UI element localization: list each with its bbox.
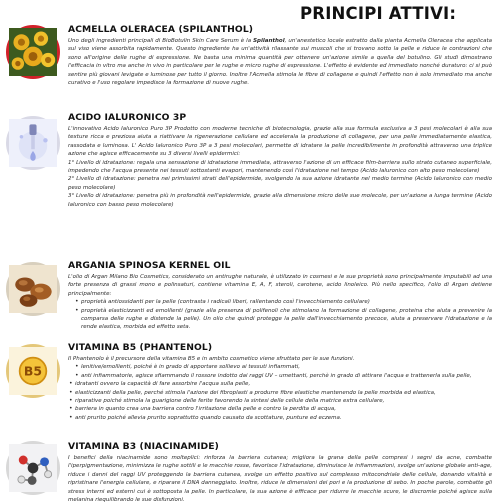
argan-benefits-list xyxy=(68,298,492,332)
acido-ialuronico-title: ACIDO IALURONICO 3P xyxy=(68,112,187,123)
vitamina-b3-description: I benefici della niacinamide sono molteplici: rinforza la barriera cutanea; migliora la grana della pelle compresi i segni da acne, combatte l'iperpigmentazione, minimizza le rughe sottili e le macchie rosse, favorisce l'idratazione, diminuisce le infiammazioni, svolge un'azione globale anti-age, riduce i danni del raggi UV proteggendo la barriera cutanea, svolge un effetto positivo sul complesso mitocondriale delle cellule, donando vitalità e ripristinare l'energia cellulare, e riparare il DNA danneggiato. Inoltre, riduce le dimensioni dei pori e la produzione di sebo. In poche parole, combatte gli stress interni ed esterni cui è sottoposta la pelle. In particolare, la sua azione è efficace per ridurre le macchie scure, le discromie poiché agisce sulla melanina riequilibrando le sue disfunzioni. xyxy=(68,455,492,504)
spilanthol-highlight: Spilanthol xyxy=(253,38,285,44)
list-item: • idratanti ovvero la capacità di fare assorbire l'acqua sulla pelle, xyxy=(68,380,492,388)
list-item: • proprietà antiossidanti per la pelle (contrasta i radicali liberi, rallentando così l'invecchiamento cellulare) xyxy=(68,298,492,306)
list-item: • anti prurito poiché allevia prurito soprattutto quando causato da scottature, punture ed eczema. xyxy=(68,414,492,422)
hydration-level-2: 2° Livello di idratazione: penetra nei primissimi strati dell'epidermide, svolgendo la sua azione idratante nel medio termine (Acido Ialuronico con medio peso molecolare) xyxy=(68,176,492,191)
vitamin-b5-image xyxy=(6,344,60,398)
acmella-description: Uno degli ingredienti principali di BioBotulin Skin Care Serum è la Spilanthol, un'anestetico locale estratto dalla pianta Acmella Oleracea che applicata sul viso viene assorbita rapidamente. Questo ingrediente ha un'attività rilassante sui muscoli che si trovano sotto la pelle e riduce le contrazioni che sono all'origine delle rughe di espressione. Ne basta una minima quantità per ottenere un'azione simile a quella del botulino. Gli studi dimostrano l'efficacia in vitro ma anche in vivo in particolare per le rughe e micro rughe di espressione. L'effetto è evidente ed immediato nonché duraturo: ci si può sentire più giovani levigate e luminose per tutto il giorno. Inoltre l'Acmella stimola le fibre di collagene e quindi l'effetto non è solo immediato ma anche curativo e l'uso regolare impedisce la formazione di nuove rughe. xyxy=(68,38,492,87)
list-item: • lenitive/emollienti, poiché è in grado di apportare sollievo ai tessuti infiammati, xyxy=(68,363,492,371)
page-title: PRINCIPI ATTIVI: xyxy=(300,4,457,23)
acmella-flower-image xyxy=(6,25,60,79)
niacinamide-molecule-image xyxy=(6,441,60,495)
vitamina-b5-properties-list xyxy=(68,380,492,422)
vitamina-b3-title: VITAMINA B3 (NIACINAMIDE) xyxy=(68,441,219,452)
vitamina-b5-functions-list xyxy=(68,363,492,380)
hydration-level-1: 1° Livello di idratazione: regala una sensazione di idratazione immediata, attraverso l'azione di un efficace film-barriera sullo strato cutaneo superficiale, impedendo che l'acqua presente nei tessuti sottostanti evapori, mantenendo così l'idratazione nel tempo (Acido Ialuronico con alto peso molecolare) xyxy=(68,159,492,175)
vitamina-b5-description: Il Phantenolo è il precursore della vitamina B5 e in ambito cosmetico viene sfruttato per le sue funzioni. xyxy=(68,356,355,362)
acmella-title: ACMELLA OLERACEA (SPILANTHOL) xyxy=(68,24,254,35)
list-item: • elasticizzanti della pelle, perché stimola l'azione dei fibroplasti a produrre fibre elastiche mantenendo la pelle morbida ed elastica, xyxy=(68,389,492,397)
list-item: • riparative poiché stimola la guarigione delle ferite favorendo la sintesi delle cellule della matrice extra cellulare, xyxy=(68,397,492,405)
vitamina-b5-title: VITAMINA B5 (PHANTENOL) xyxy=(68,342,213,353)
acido-ialuronico-description: L'innovativo Acido Ialuronico Puro 3P Prodotto con moderne tecniche di biotecnologia, grazie alla sua formula esclusiva a 3 pesi molecolari è alla sua texture ricca e preziosa aiuta a riattivare la rigenerazione cellulare ed accelerala la produzione di collagene, per una pelle immediatamente elastica, rassodata e luminosa. L' Acido Ialuronico Puro 3P a 3 pesi molecolari, permette di idratare la pelle incredibilmente in profondità attraverso una triplice azione che agisce efficacemente su 3 diversi livelli epidermici: xyxy=(68,126,492,158)
hydration-level-3: 3° Livello di idratazione: penetra più in profondità nell'epidermide, grazie alla dimensione micro delle sue molecole, per un'azione a lunga termine (Acido Ialuronico con basso peso molecolare) xyxy=(68,193,492,208)
svg-text:B5: B5 xyxy=(23,363,43,379)
argan-nuts-image xyxy=(6,262,60,316)
argan-description: L'olio di Argan Milano Bio Cosmetics, considerato un antirughe naturale, è utilizzato in cosmesi e le sue proprietà sono principalmente imputabili ad una forte presenza di grassi mono e polinsaturi, contiene vitamina E, A, F, steroli, carotene, acido linoleico. Più nello specifico, l'olio di Argan detiene principalmente: xyxy=(68,274,492,297)
argan-title: ARGANIA SPINOSA KERNEL OIL xyxy=(68,260,231,271)
hyaluronic-dropper-image xyxy=(6,116,60,170)
list-item: • proprietà elasticizzanti ed emollienti (grazie alla presenza di polifenoli che stimolano la formazione di collagene, proteina che aiuta a prevenire la comparsa delle rughe e distende la pelle). Un olio che quindi protegge la pelle dall'invecchiamento precoce, aiuta a preservare l'idratazione e la rende elastica, morbida ed effetto seta. xyxy=(68,307,492,332)
list-item: • anti infiammatorie, agisce sfiammando il rossore indotto dai raggi UV – umettanti, perchè in grado di attirare l'acqua e trattenerla sulla pelle, xyxy=(68,372,492,380)
list-item: • barriera in quanto crea una barriera contro l'irritazione della pelle e contro la perdita di acqua, xyxy=(68,405,492,413)
